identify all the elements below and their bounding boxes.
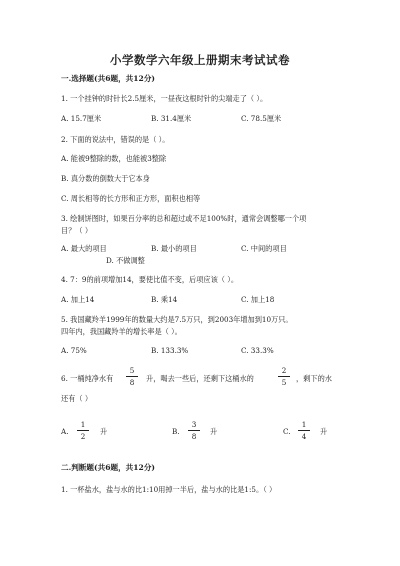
question-1-stem: 1. 一个挂钟的时针长2.5厘米，一昼夜这根时针的尖端走了（ ）。 (61, 94, 268, 103)
question-4-option-a: A. 加上14 (61, 295, 95, 304)
judgment-1-stem: 1. 一杯盐水，盐与水的比1:10用掉一半后，盐与水的比是1:5。（ ） (61, 485, 277, 494)
question-6-option-b-numerator: 3 (188, 420, 200, 431)
question-6-fraction-2 (278, 366, 290, 387)
question-6-option-c-denominator: 4 (301, 432, 307, 441)
question-3-stem-line1: 3. 绘制饼图时，如果百分率的总和超过或不足100%时，通常会调整哪一个项 (61, 214, 307, 223)
question-5-option-c: C. 33.3% (241, 346, 274, 355)
question-6-fraction-1-numerator: 5 (126, 366, 138, 377)
question-6-option-a-numerator: 1 (77, 420, 89, 431)
question-6-option-c-unit: 升 (320, 427, 328, 436)
question-2-option-b: B. 真分数的倒数大于它本身 (61, 174, 150, 183)
question-3-option-c: C. 中间的项目 (241, 244, 287, 253)
question-6-option-a-unit: 升 (100, 427, 108, 436)
question-3-option-b: B. 最小的项目 (151, 244, 197, 253)
question-6-fraction-2-denominator: 5 (281, 378, 287, 387)
question-6-option-b-fraction (188, 420, 200, 441)
question-6-option-c-fraction (298, 420, 310, 441)
question-6-option-a-fraction (77, 420, 89, 441)
question-6-option-c-label: C. (283, 427, 291, 436)
question-4-option-c: C. 加上18 (241, 295, 275, 304)
question-1-option-a: A. 15.7厘米 (61, 114, 102, 123)
question-6-option-c-numerator: 1 (298, 420, 310, 431)
question-1-option-b: B. 31.4厘米 (151, 114, 192, 123)
page-title: 小学数学六年级上册期末考试试卷 (110, 53, 290, 67)
question-5-option-b: B. 133.3% (151, 346, 189, 355)
question-3-option-a: A. 最大的项目 (61, 244, 107, 253)
question-6-stem-part2: 升，喝去一些后，还剩下这桶水的 (146, 374, 254, 383)
question-6-option-a-denominator: 2 (80, 432, 86, 441)
question-6-stem-part1: 6. 一桶纯净水有 (61, 374, 114, 383)
question-6-fraction-1-denominator: 8 (129, 378, 135, 387)
question-6-stem-part3: ，剩下的水 (296, 374, 332, 383)
question-6-fraction-1 (126, 366, 138, 387)
question-3-option-d: D. 不做调整 (106, 256, 145, 265)
question-2-option-a: A. 能被9整除的数，也能被3整除 (61, 154, 167, 163)
question-4-option-b: B. 乘14 (151, 295, 178, 304)
question-3-stem-line2: 目？（ ） (61, 226, 93, 235)
question-6-stem-line2: 还有（ ） (61, 394, 93, 403)
question-6-option-a-label: A. (61, 427, 69, 436)
question-5-stem-line1: 5. 我国藏羚羊1999年的数量大约是7.5万只，到2003年增加到10万只。 (61, 315, 293, 324)
question-6-option-b-unit: 升 (210, 427, 218, 436)
question-2-stem: 2. 下面的说法中，错误的是（ ）。 (61, 135, 170, 144)
question-4-stem: 4. 7：9的前项增加14，要使比值不变，后项应该（ ）。 (61, 275, 239, 284)
question-5-stem-line2: 四年内，我国藏羚羊的增长率是（ ）。 (61, 327, 182, 336)
question-1-option-c: C. 78.5厘米 (241, 114, 282, 123)
question-5-option-a: A. 75% (61, 346, 87, 355)
section-heading-choice: 一.选择题(共6题，共12分) (61, 74, 156, 83)
question-6-option-b-label: B. (172, 427, 180, 436)
question-2-option-c: C. 周长相等的长方形和正方形，面积也相等 (61, 194, 201, 203)
question-6-option-b-denominator: 8 (191, 432, 197, 441)
question-6-fraction-2-numerator: 2 (278, 366, 290, 377)
section-heading-true-false: 二.判断题(共6题，共12分) (61, 463, 156, 472)
